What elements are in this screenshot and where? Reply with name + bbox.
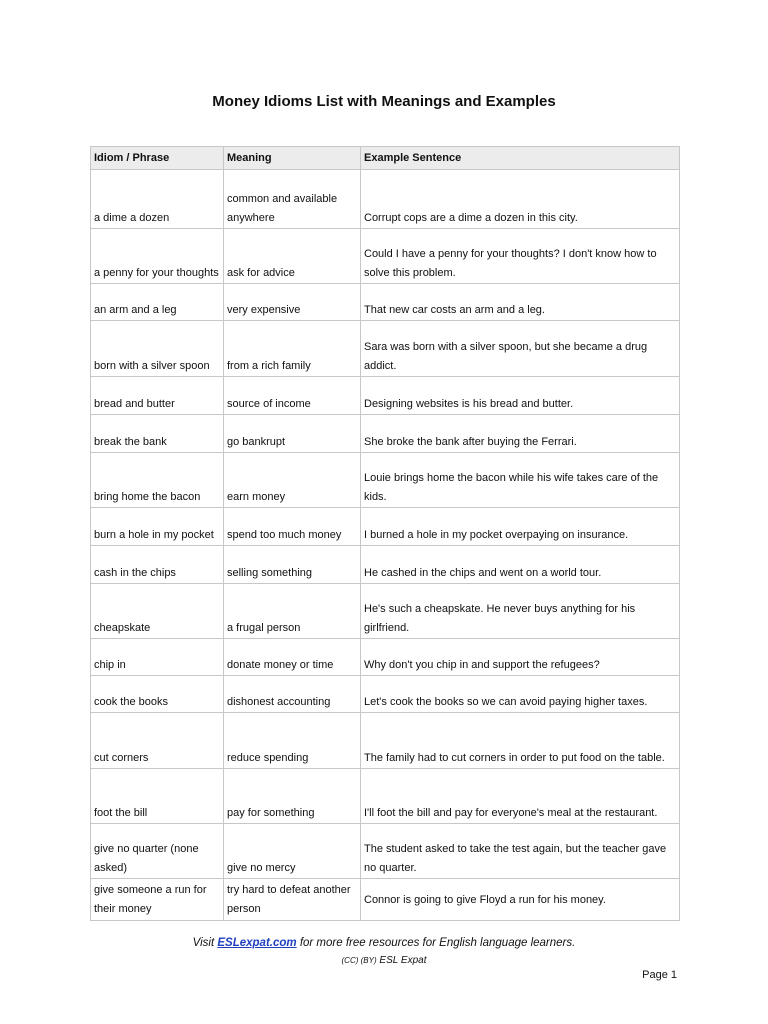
footer-author: ESL Expat <box>376 955 427 966</box>
table-row <box>91 824 680 879</box>
idioms-table <box>90 146 680 921</box>
example-cell: Connor is going to give Floyd a run for his money. <box>361 879 680 921</box>
idiom-cell: cash in the chips <box>91 546 224 584</box>
idiom-cell: cut corners <box>91 713 224 769</box>
idiom-cell: break the bank <box>91 415 224 453</box>
idiom-cell: give no quarter (none asked) <box>91 824 224 879</box>
page-number: Page 1 <box>642 969 677 981</box>
example-cell: Could I have a penny for your thoughts? I don't know how to solve this problem. <box>361 229 680 284</box>
example-cell: I'll foot the bill and pay for everyone's meal at the restaurant. <box>361 769 680 824</box>
meaning-cell: common and available anywhere <box>224 170 361 229</box>
example-cell: Sara was born with a silver spoon, but she became a drug addict. <box>361 321 680 377</box>
document-title: Money Idioms List with Meanings and Examples <box>212 93 556 110</box>
table-header-row <box>91 147 680 170</box>
table-row <box>91 676 680 713</box>
table-row <box>91 639 680 676</box>
meaning-cell: spend too much money <box>224 508 361 546</box>
idiom-cell: foot the bill <box>91 769 224 824</box>
meaning-cell: pay for something <box>224 769 361 824</box>
idiom-cell: cook the books <box>91 676 224 713</box>
example-cell: He cashed in the chips and went on a world tour. <box>361 546 680 584</box>
example-cell: Corrupt cops are a dime a dozen in this city. <box>361 170 680 229</box>
header-meaning: Meaning <box>224 147 361 170</box>
example-cell: She broke the bank after buying the Ferrari. <box>361 415 680 453</box>
meaning-cell: try hard to defeat another person <box>224 879 361 921</box>
meaning-cell: earn money <box>224 453 361 508</box>
idiom-cell: cheapskate <box>91 584 224 639</box>
table-row <box>91 879 680 921</box>
meaning-cell: donate money or time <box>224 639 361 676</box>
footer-visit-line <box>0 937 768 949</box>
table-body <box>91 170 680 921</box>
example-cell: He's such a cheapskate. He never buys anything for his girlfriend. <box>361 584 680 639</box>
meaning-cell: source of income <box>224 377 361 415</box>
table-row <box>91 284 680 321</box>
table-row <box>91 377 680 415</box>
idiom-cell: chip in <box>91 639 224 676</box>
idiom-cell: bread and butter <box>91 377 224 415</box>
table-row <box>91 508 680 546</box>
idiom-cell: born with a silver spoon <box>91 321 224 377</box>
meaning-cell: ask for advice <box>224 229 361 284</box>
meaning-cell: reduce spending <box>224 713 361 769</box>
idiom-cell: give someone a run for their money <box>91 879 224 921</box>
meaning-cell: from a rich family <box>224 321 361 377</box>
table-row <box>91 415 680 453</box>
example-cell: Louie brings home the bacon while his wife takes care of the kids. <box>361 453 680 508</box>
meaning-cell: very expensive <box>224 284 361 321</box>
idiom-cell: bring home the bacon <box>91 453 224 508</box>
meaning-cell: selling something <box>224 546 361 584</box>
header-idiom: Idiom / Phrase <box>91 147 224 170</box>
table-row <box>91 453 680 508</box>
visit-prefix: Visit <box>192 937 218 949</box>
table-row <box>91 713 680 769</box>
header-example: Example Sentence <box>361 147 680 170</box>
example-cell: Let's cook the books so we can avoid paying higher taxes. <box>361 676 680 713</box>
table-row <box>91 584 680 639</box>
example-cell: Why don't you chip in and support the refugees? <box>361 639 680 676</box>
idiom-cell: a dime a dozen <box>91 170 224 229</box>
footer-license <box>0 955 768 966</box>
idiom-cell: a penny for your thoughts <box>91 229 224 284</box>
table-row <box>91 170 680 229</box>
idiom-cell: an arm and a leg <box>91 284 224 321</box>
cc-license-mark: (CC) (BY) <box>341 956 377 965</box>
example-cell: The family had to cut corners in order to put food on the table. <box>361 713 680 769</box>
eslexpat-link[interactable]: ESLexpat.com <box>217 937 297 949</box>
meaning-cell: go bankrupt <box>224 415 361 453</box>
example-cell: The student asked to take the test again, but the teacher gave no quarter. <box>361 824 680 879</box>
table-row <box>91 321 680 377</box>
table-row <box>91 769 680 824</box>
visit-suffix: for more free resources for English language learners. <box>296 937 576 949</box>
example-cell: Designing websites is his bread and butter. <box>361 377 680 415</box>
example-cell: That new car costs an arm and a leg. <box>361 284 680 321</box>
idiom-cell: burn a hole in my pocket <box>91 508 224 546</box>
meaning-cell: a frugal person <box>224 584 361 639</box>
table-row <box>91 546 680 584</box>
meaning-cell: dishonest accounting <box>224 676 361 713</box>
example-cell: I burned a hole in my pocket overpaying on insurance. <box>361 508 680 546</box>
meaning-cell: give no mercy <box>224 824 361 879</box>
table-row <box>91 229 680 284</box>
